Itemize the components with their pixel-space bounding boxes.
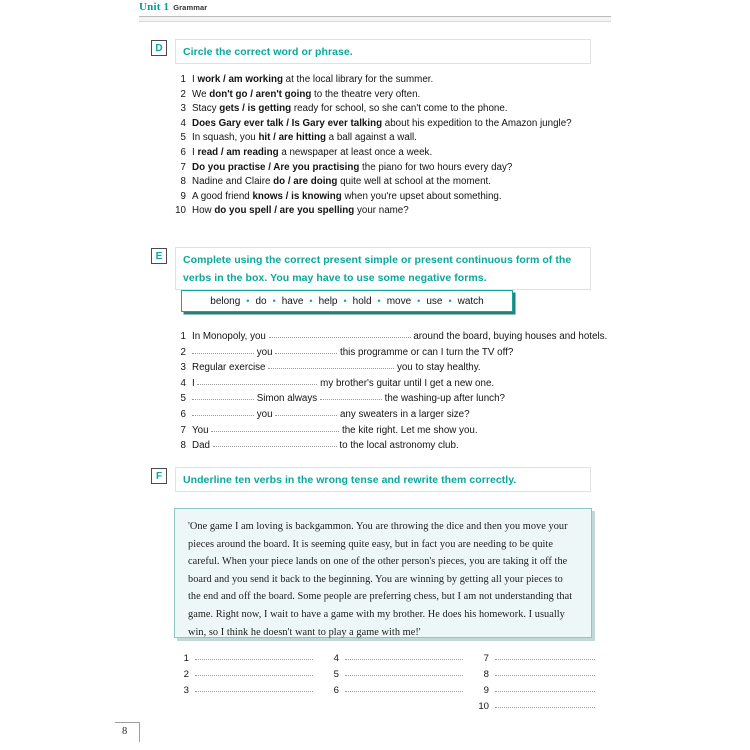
word-bank-word[interactable]: use — [426, 295, 443, 307]
question-suffix: to the theatre very often. — [311, 88, 421, 100]
question-row — [171, 175, 611, 190]
answer-write-line[interactable] — [495, 698, 595, 708]
question-fragment: Dad — [192, 440, 213, 452]
answer-number: 5 — [333, 669, 339, 680]
question-number: 3 — [180, 362, 186, 374]
question-row — [171, 131, 611, 146]
answer-row — [175, 667, 325, 683]
answer-blank[interactable] — [197, 375, 317, 385]
question-number: 8 — [180, 176, 186, 188]
question-fragment: I — [192, 377, 198, 389]
word-bank-separator: • — [272, 295, 276, 306]
question-suffix: a ball against a wall. — [325, 132, 417, 144]
exercise-d-letter-badge: D — [151, 40, 167, 56]
answer-choices[interactable]: Does Gary ever talk / Is Gary ever talking — [192, 117, 383, 129]
question-row — [171, 117, 611, 132]
question-row — [171, 360, 611, 376]
question-text — [192, 329, 607, 345]
question-suffix: when you're upset about something. — [341, 190, 502, 202]
word-bank-word[interactable]: move — [386, 295, 412, 307]
word-bank-separator: • — [309, 295, 313, 306]
question-prefix: How — [192, 205, 215, 217]
question-prefix: We — [192, 88, 210, 100]
answer-number: 6 — [333, 685, 339, 696]
question-row — [171, 88, 611, 103]
question-number: 10 — [175, 205, 186, 217]
answer-row — [475, 683, 595, 699]
answer-write-line[interactable] — [495, 666, 595, 676]
answer-choices[interactable]: do you spell / are you spelling — [214, 205, 355, 217]
exercise-f-instruction-box — [175, 467, 591, 492]
word-bank-word[interactable]: help — [318, 295, 338, 307]
answer-row — [475, 699, 595, 715]
exercise-e-instruction-box — [175, 247, 591, 290]
word-bank-separator: • — [448, 295, 452, 306]
page-number: 8 — [122, 726, 128, 737]
question-fragment: you — [254, 346, 276, 358]
answer-number: 7 — [483, 653, 489, 664]
question-row — [171, 376, 611, 392]
question-number: 5 — [180, 132, 186, 144]
question-row — [171, 423, 611, 439]
question-text[interactable] — [192, 73, 433, 88]
question-number: 4 — [180, 117, 186, 129]
answer-number: 2 — [183, 669, 189, 680]
word-bank-separator: • — [377, 295, 381, 306]
question-text[interactable] — [192, 131, 417, 146]
question-fragment: You — [192, 424, 212, 436]
answer-number: 9 — [483, 685, 489, 696]
question-fragment: any sweaters in a larger size? — [337, 408, 470, 420]
word-bank — [181, 290, 513, 312]
question-fragment: the kite right. Let me show you. — [339, 424, 478, 436]
word-bank-word[interactable]: hold — [352, 295, 372, 307]
section-label: Grammar — [173, 3, 208, 12]
word-bank-separator: • — [246, 295, 250, 306]
question-number: 7 — [180, 161, 186, 173]
question-row — [171, 190, 611, 205]
folio-rule — [115, 722, 140, 723]
question-row — [171, 102, 611, 117]
word-bank-word[interactable]: have — [281, 295, 304, 307]
question-text — [192, 345, 513, 361]
question-fragment: Regular exercise — [192, 362, 269, 374]
answer-row — [175, 651, 325, 667]
exercise-e-instruction: Complete using the correct present simple or present continuous form of the verbs in the box. You may have to use some negative forms. — [183, 254, 572, 284]
question-suffix: your name? — [354, 205, 409, 217]
question-text[interactable] — [192, 102, 508, 117]
answer-write-line[interactable] — [195, 682, 313, 692]
word-bank-word[interactable]: do — [255, 295, 267, 307]
question-text — [192, 376, 494, 392]
question-text — [192, 438, 459, 454]
exercise-f-letter-badge: F — [151, 468, 167, 484]
exercise-f-heading — [151, 467, 591, 487]
answer-number: 8 — [483, 669, 489, 680]
question-number: 8 — [180, 440, 186, 452]
question-number: 1 — [180, 74, 186, 85]
question-text[interactable] — [192, 161, 512, 176]
question-prefix: I — [192, 146, 198, 158]
question-number: 5 — [180, 393, 186, 405]
question-prefix: In squash, you — [192, 132, 259, 144]
answer-blank[interactable] — [268, 359, 394, 369]
question-row — [171, 146, 611, 161]
answer-row — [325, 683, 475, 699]
answer-blank[interactable] — [211, 422, 339, 432]
answer-write-line[interactable] — [195, 666, 313, 676]
question-text — [192, 391, 505, 407]
answer-write-line[interactable] — [495, 650, 595, 660]
exercise-f-passage-text: 'One game I am loving is backgammon. You are throwing the dice and then you move your pieces around the board. It is seeming quite easy, but in fact you are needing to be quite careful. When your piece lands on one of the other person's pieces, you are taking it off the board and you send it back to the beginning. You are winning by getting all your pieces to the end and off the board. Some people are preferring chess, but I am not understanding that game. Right now, I wait to have a game with my brother. He does his homework. I usually win, so I think he doesn't want to play a game with me!' — [188, 521, 573, 638]
question-fragment: you — [254, 408, 276, 420]
answer-choices[interactable]: work / am working — [197, 74, 283, 85]
answer-write-line[interactable] — [495, 682, 595, 692]
question-fragment: to the local astronomy club. — [336, 440, 459, 452]
answer-column — [325, 651, 475, 715]
running-head-rule — [139, 16, 611, 22]
question-text — [192, 360, 481, 376]
question-text[interactable] — [192, 190, 502, 205]
answer-choices[interactable]: hit / are hitting — [258, 132, 326, 144]
answer-blank[interactable] — [192, 344, 254, 354]
answer-blank[interactable] — [192, 406, 254, 416]
question-fragment: my brother's guitar until I get a new one. — [317, 377, 495, 389]
question-number: 6 — [180, 146, 186, 158]
question-number: 7 — [180, 424, 186, 436]
question-text — [192, 407, 470, 423]
question-number: 6 — [180, 408, 186, 420]
question-text[interactable] — [192, 146, 432, 161]
word-bank-word[interactable]: watch — [457, 295, 484, 307]
answer-blank[interactable] — [320, 390, 382, 400]
exercise-d-question-list — [171, 73, 611, 219]
answer-blank[interactable] — [275, 344, 337, 354]
running-head — [139, 1, 609, 15]
answer-choices[interactable]: read / am reading — [197, 146, 279, 158]
exercise-e-heading — [151, 247, 591, 284]
question-suffix: the piano for two hours every day? — [359, 161, 513, 173]
exercise-f-passage-box — [174, 508, 592, 638]
exercise-d-instruction-box — [175, 39, 591, 64]
exercise-f-answer-grid — [175, 651, 595, 715]
question-suffix: ready for school, so she can't come to the phone. — [291, 103, 508, 115]
answer-write-line[interactable] — [345, 650, 463, 660]
answer-write-line[interactable] — [345, 682, 463, 692]
question-number: 4 — [180, 377, 186, 389]
question-number: 3 — [180, 103, 186, 115]
answer-blank[interactable] — [213, 437, 337, 447]
question-suffix: at the local library for the summer. — [282, 74, 434, 85]
question-row — [171, 73, 611, 88]
answer-choices[interactable]: do / are doing — [273, 176, 338, 188]
question-row — [171, 391, 611, 407]
answer-column — [175, 651, 325, 715]
question-row — [171, 161, 611, 176]
question-fragment: Simon always — [254, 393, 320, 405]
answer-blank[interactable] — [269, 328, 411, 338]
question-text[interactable] — [192, 204, 409, 219]
answer-number: 1 — [183, 653, 189, 664]
exercise-e-letter-badge: E — [151, 248, 167, 264]
answer-number: 3 — [183, 685, 189, 696]
answer-blank[interactable] — [192, 390, 254, 400]
exercise-f-instruction: Underline ten verbs in the wrong tense and rewrite them correctly. — [183, 474, 517, 486]
answer-write-line[interactable] — [345, 666, 463, 676]
question-number: 2 — [180, 346, 186, 358]
answer-row — [475, 651, 595, 667]
unit-label: Unit 1 — [139, 1, 170, 13]
answer-choices[interactable]: don't go / aren't going — [209, 88, 312, 100]
exercise-d-instruction: Circle the correct word or phrase. — [183, 46, 353, 58]
answer-row — [175, 683, 325, 699]
answer-column — [475, 651, 595, 715]
answer-row — [325, 651, 475, 667]
folio-vertical-rule — [139, 722, 140, 742]
question-number: 1 — [180, 331, 186, 342]
question-row — [171, 329, 611, 345]
answer-choices[interactable]: Do you practise / Are you practising — [192, 161, 360, 173]
question-fragment: around the board, buying houses and hotels. — [410, 331, 608, 342]
question-row — [171, 204, 611, 219]
answer-number: 4 — [333, 653, 339, 664]
word-bank-wrapper — [181, 290, 513, 312]
question-suffix: a newspaper at least once a week. — [278, 146, 433, 158]
question-fragment: you to stay healthy. — [394, 362, 481, 374]
question-fragment: In Monopoly, you — [192, 331, 269, 342]
question-text[interactable] — [192, 175, 491, 190]
answer-write-line[interactable] — [195, 650, 313, 660]
exercise-e-question-list — [171, 329, 611, 454]
question-prefix: A good friend — [192, 190, 253, 202]
question-prefix: I — [192, 74, 198, 85]
answer-number: 10 — [478, 701, 489, 712]
answer-row — [325, 667, 475, 683]
answer-choices[interactable]: knows / is knowing — [252, 190, 342, 202]
question-prefix: Stacy — [192, 103, 220, 115]
answer-row — [475, 667, 595, 683]
question-row — [171, 345, 611, 361]
question-row — [171, 438, 611, 454]
word-bank-separator: • — [417, 295, 421, 306]
word-bank-word[interactable]: belong — [210, 295, 241, 307]
answer-choices[interactable]: gets / is getting — [219, 103, 292, 115]
question-suffix: about his expedition to the Amazon jungle? — [382, 117, 572, 129]
question-text[interactable] — [192, 117, 572, 132]
word-bank-separator: • — [343, 295, 347, 306]
exercise-d-heading — [151, 39, 591, 59]
question-prefix: Nadine and Claire — [192, 176, 274, 188]
question-number: 2 — [180, 88, 186, 100]
question-fragment: this programme or can I turn the TV off? — [337, 346, 514, 358]
question-row — [171, 407, 611, 423]
question-number: 9 — [180, 190, 186, 202]
question-suffix: quite well at school at the moment. — [337, 176, 491, 188]
question-text[interactable] — [192, 88, 420, 103]
answer-blank[interactable] — [275, 406, 337, 416]
question-fragment: the washing-up after lunch? — [381, 393, 505, 405]
question-text — [192, 423, 478, 439]
